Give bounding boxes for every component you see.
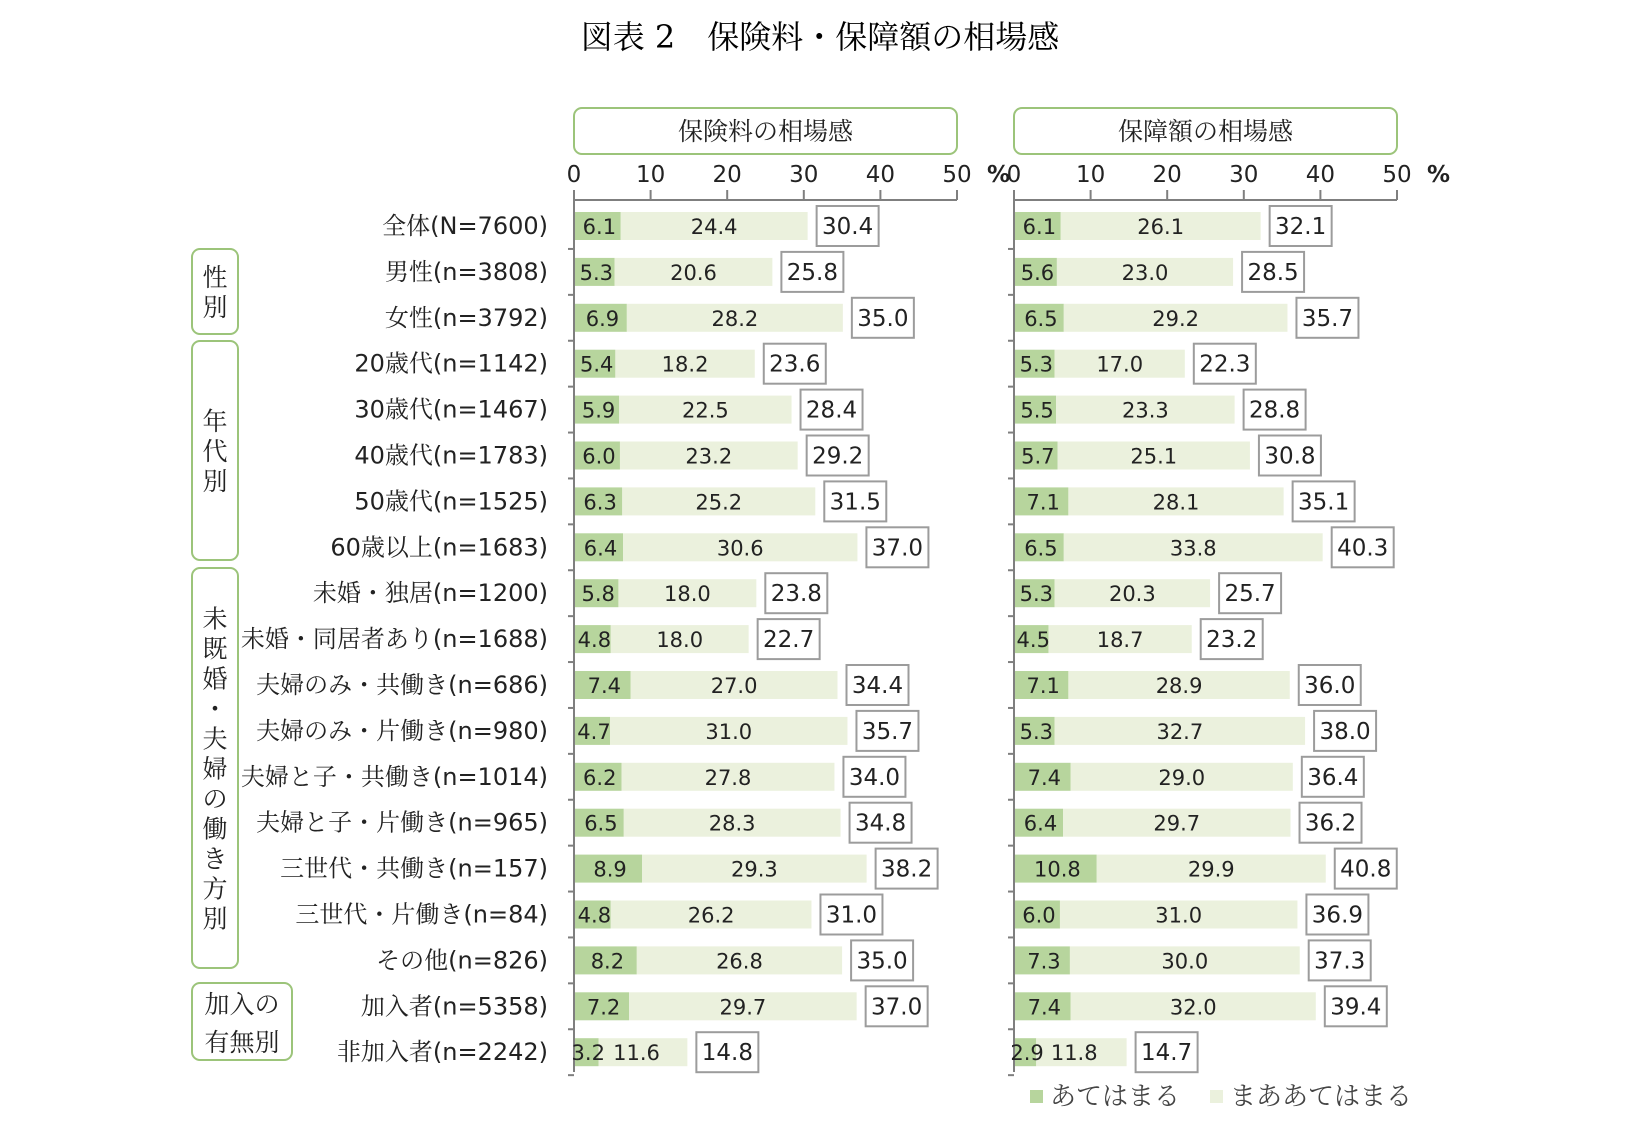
total-label: 35.7	[1301, 305, 1354, 332]
data-label-agree: 6.0	[1022, 903, 1056, 928]
data-label-agree: 6.1	[582, 215, 617, 239]
category-label: 未婚・同居者あり(n=1688)	[240, 625, 548, 654]
data-label-somewhat-agree: 29.7	[1153, 811, 1201, 836]
category-label: その他(n=826)	[376, 946, 548, 975]
data-label-agree: 6.4	[1023, 811, 1058, 836]
total-label: 14.8	[701, 1040, 753, 1067]
category-label: 20歳代(n=1142)	[354, 349, 548, 378]
data-label-somewhat-agree: 24.4	[690, 215, 738, 239]
group-label: 加入の有無別	[204, 990, 280, 1057]
data-label-somewhat-agree: 32.7	[1156, 719, 1204, 744]
data-label-agree: 7.4	[1027, 995, 1062, 1020]
data-label-somewhat-agree: 31.0	[1155, 903, 1203, 928]
data-label-agree: 7.4	[587, 674, 622, 698]
x-tick-label: 40	[1305, 162, 1336, 188]
group-brackets	[192, 249, 292, 1060]
data-label-agree: 4.5	[1016, 628, 1050, 653]
x-tick-label: 10	[635, 162, 666, 188]
total-label: 29.2	[812, 443, 864, 470]
total-label: 37.0	[871, 994, 923, 1021]
total-label: 32.1	[1275, 214, 1327, 240]
data-label-somewhat-agree: 23.3	[1121, 398, 1169, 423]
data-label-somewhat-agree: 29.7	[719, 995, 767, 1020]
total-label: 36.4	[1307, 764, 1359, 791]
x-tick-label: 50	[1382, 162, 1412, 188]
data-label-somewhat-agree: 26.2	[687, 903, 735, 928]
total-label: 14.7	[1140, 1040, 1193, 1067]
data-label-agree: 7.2	[586, 995, 621, 1020]
total-label: 22.7	[763, 627, 815, 654]
group-label: 未既婚・夫婦の働き方別	[202, 604, 228, 934]
data-label-agree: 6.3	[583, 490, 617, 515]
data-label-agree: 5.4	[579, 352, 614, 377]
data-label-agree: 10.8	[1033, 857, 1081, 882]
data-label-agree: 6.0	[582, 444, 616, 469]
data-label-somewhat-agree: 29.3	[731, 857, 778, 882]
data-label-somewhat-agree: 26.8	[716, 949, 763, 974]
x-tick-label: 20	[712, 162, 742, 188]
data-label-somewhat-agree: 17.0	[1096, 352, 1144, 377]
category-label: 30歳代(n=1467)	[354, 395, 548, 424]
data-label-somewhat-agree: 28.1	[1152, 490, 1200, 515]
panel-premium	[567, 108, 1010, 1075]
data-label-agree: 6.5	[1024, 306, 1058, 331]
total-label: 36.2	[1304, 810, 1357, 837]
group-label: 性別	[202, 263, 228, 323]
total-label: 39.4	[1330, 994, 1382, 1021]
data-label-somewhat-agree: 29.9	[1187, 857, 1235, 882]
total-label: 23.2	[1206, 627, 1258, 654]
data-label-somewhat-agree: 23.0	[1121, 260, 1169, 285]
legend-swatch	[1210, 1090, 1223, 1103]
category-label: 加入者(n=5358)	[360, 992, 548, 1021]
data-label-somewhat-agree: 20.6	[670, 260, 717, 285]
x-tick-label: 10	[1075, 162, 1106, 188]
x-tick-label: 0	[1006, 162, 1022, 188]
total-label: 31.5	[829, 489, 881, 516]
category-label: 女性(n=3792)	[384, 303, 548, 332]
category-label: 夫婦のみ・片働き(n=980)	[256, 716, 548, 745]
data-label-somewhat-agree: 20.3	[1108, 582, 1156, 607]
legend	[1030, 1082, 1412, 1112]
total-label: 37.3	[1314, 948, 1366, 975]
total-label: 30.8	[1264, 443, 1316, 470]
data-label-somewhat-agree: 33.8	[1169, 536, 1217, 561]
total-label: 28.5	[1247, 259, 1299, 286]
data-label-somewhat-agree: 11.8	[1050, 1041, 1098, 1066]
total-label: 25.7	[1224, 581, 1276, 608]
total-label: 35.1	[1298, 489, 1350, 516]
total-label: 38.2	[881, 856, 933, 883]
data-label-agree: 8.2	[590, 949, 625, 974]
category-label: 50歳代(n=1525)	[354, 487, 548, 516]
data-label-agree: 6.1	[1022, 215, 1057, 239]
data-label-somewhat-agree: 28.2	[711, 306, 759, 331]
total-label: 40.3	[1337, 535, 1389, 562]
data-label-somewhat-agree: 18.0	[663, 582, 711, 607]
data-label-somewhat-agree: 18.2	[661, 352, 709, 377]
percent-label: %	[1427, 162, 1451, 188]
data-label-agree: 5.8	[581, 582, 615, 607]
x-tick-label: 40	[865, 162, 896, 188]
category-label: 非加入者(n=2242)	[336, 1038, 548, 1067]
data-label-agree: 2.9	[1010, 1041, 1044, 1066]
data-label-somewhat-agree: 26.1	[1137, 215, 1185, 239]
data-label-somewhat-agree: 31.0	[705, 719, 753, 744]
total-label: 30.4	[822, 214, 874, 240]
data-label-agree: 5.7	[1021, 444, 1055, 469]
total-label: 34.4	[851, 673, 904, 699]
total-label: 35.7	[861, 718, 914, 745]
category-label: 男性(n=3808)	[384, 257, 548, 286]
data-label-agree: 7.1	[1026, 490, 1060, 515]
category-label: 夫婦と子・片働き(n=965)	[256, 808, 548, 837]
total-label: 35.0	[857, 305, 909, 332]
group-label: 年代別	[202, 407, 228, 497]
data-label-agree: 5.9	[581, 398, 616, 423]
data-label-somewhat-agree: 29.0	[1158, 765, 1206, 790]
data-label-agree: 6.4	[583, 536, 618, 561]
x-tick-label: 50	[942, 162, 972, 188]
data-label-agree: 4.8	[577, 903, 612, 928]
data-label-agree: 6.5	[584, 811, 618, 836]
panel-coverage	[1007, 108, 1450, 1075]
total-label: 36.0	[1304, 673, 1356, 699]
category-label: 夫婦のみ・共働き(n=686)	[256, 671, 548, 699]
category-label: 60歳以上(n=1683)	[330, 533, 548, 562]
data-label-somewhat-agree: 30.6	[716, 536, 764, 561]
data-label-somewhat-agree: 29.2	[1152, 306, 1200, 331]
figure-title: 図表 2 保険料・保障額の相場感	[580, 18, 1060, 56]
data-label-agree: 4.7	[577, 719, 611, 744]
data-label-agree: 7.3	[1027, 949, 1061, 974]
total-label: 23.8	[770, 581, 822, 608]
panel-title: 保障額の相場感	[1117, 117, 1294, 146]
category-labels	[241, 212, 548, 1066]
total-label: 37.0	[871, 535, 924, 562]
legend-label: まああてはまる	[1230, 1082, 1413, 1112]
data-label-agree: 5.5	[1020, 398, 1054, 423]
total-label: 23.6	[769, 351, 821, 378]
data-label-agree: 5.3	[1019, 582, 1054, 607]
x-tick-label: 20	[1152, 162, 1182, 188]
total-label: 40.8	[1340, 856, 1392, 883]
data-label-somewhat-agree: 28.3	[708, 811, 756, 836]
total-label: 28.8	[1248, 397, 1301, 424]
total-label: 22.3	[1199, 351, 1251, 378]
data-label-agree: 5.3	[1019, 719, 1054, 744]
data-label-somewhat-agree: 27.0	[710, 674, 758, 698]
category-label: 未婚・独居(n=1200)	[312, 579, 548, 608]
data-label-agree: 5.3	[579, 260, 614, 285]
total-label: 25.8	[786, 259, 839, 286]
category-label: 全体(N=7600)	[382, 212, 548, 240]
legend-swatch	[1030, 1090, 1043, 1103]
data-label-agree: 5.6	[1020, 260, 1055, 285]
total-label: 36.9	[1311, 902, 1364, 929]
data-label-agree: 3.2	[571, 1041, 605, 1066]
data-label-agree: 6.2	[583, 765, 617, 790]
x-tick-label: 30	[789, 162, 819, 188]
x-tick-label: 30	[1229, 162, 1259, 188]
data-label-somewhat-agree: 25.2	[695, 490, 743, 515]
total-label: 34.8	[854, 810, 907, 837]
data-label-agree: 7.1	[1026, 674, 1060, 698]
total-label: 38.0	[1319, 718, 1371, 745]
panel-title: 保険料の相場感	[677, 117, 854, 146]
data-label-agree: 4.8	[577, 628, 612, 653]
data-label-somewhat-agree: 28.9	[1155, 674, 1203, 698]
total-label: 28.4	[805, 397, 858, 424]
data-label-somewhat-agree: 22.5	[681, 398, 729, 423]
data-label-somewhat-agree: 18.7	[1096, 628, 1144, 653]
data-label-agree: 5.3	[1019, 352, 1054, 377]
data-label-somewhat-agree: 30.0	[1161, 949, 1209, 974]
total-label: 31.0	[825, 902, 878, 929]
category-label: 夫婦と子・共働き(n=1014)	[240, 762, 548, 791]
percent-label: %	[987, 162, 1011, 188]
data-label-somewhat-agree: 18.0	[656, 628, 704, 653]
total-label: 35.0	[856, 948, 908, 975]
data-label-somewhat-agree: 11.6	[613, 1041, 660, 1066]
total-label: 34.0	[848, 764, 901, 791]
category-label: 40歳代(n=1783)	[354, 441, 548, 470]
data-label-agree: 7.4	[1027, 765, 1062, 790]
data-label-somewhat-agree: 27.8	[704, 765, 752, 790]
category-label: 三世代・片働き(n=84)	[295, 900, 548, 929]
data-label-somewhat-agree: 25.1	[1130, 444, 1178, 469]
data-label-agree: 8.9	[593, 857, 627, 882]
data-label-agree: 6.5	[1024, 536, 1058, 561]
data-label-somewhat-agree: 32.0	[1169, 995, 1217, 1020]
legend-label: あてはまる	[1050, 1082, 1181, 1112]
data-label-somewhat-agree: 23.2	[685, 444, 733, 469]
data-label-agree: 6.9	[585, 306, 620, 331]
x-tick-label: 0	[566, 162, 582, 188]
category-label: 三世代・共働き(n=157)	[280, 854, 548, 883]
